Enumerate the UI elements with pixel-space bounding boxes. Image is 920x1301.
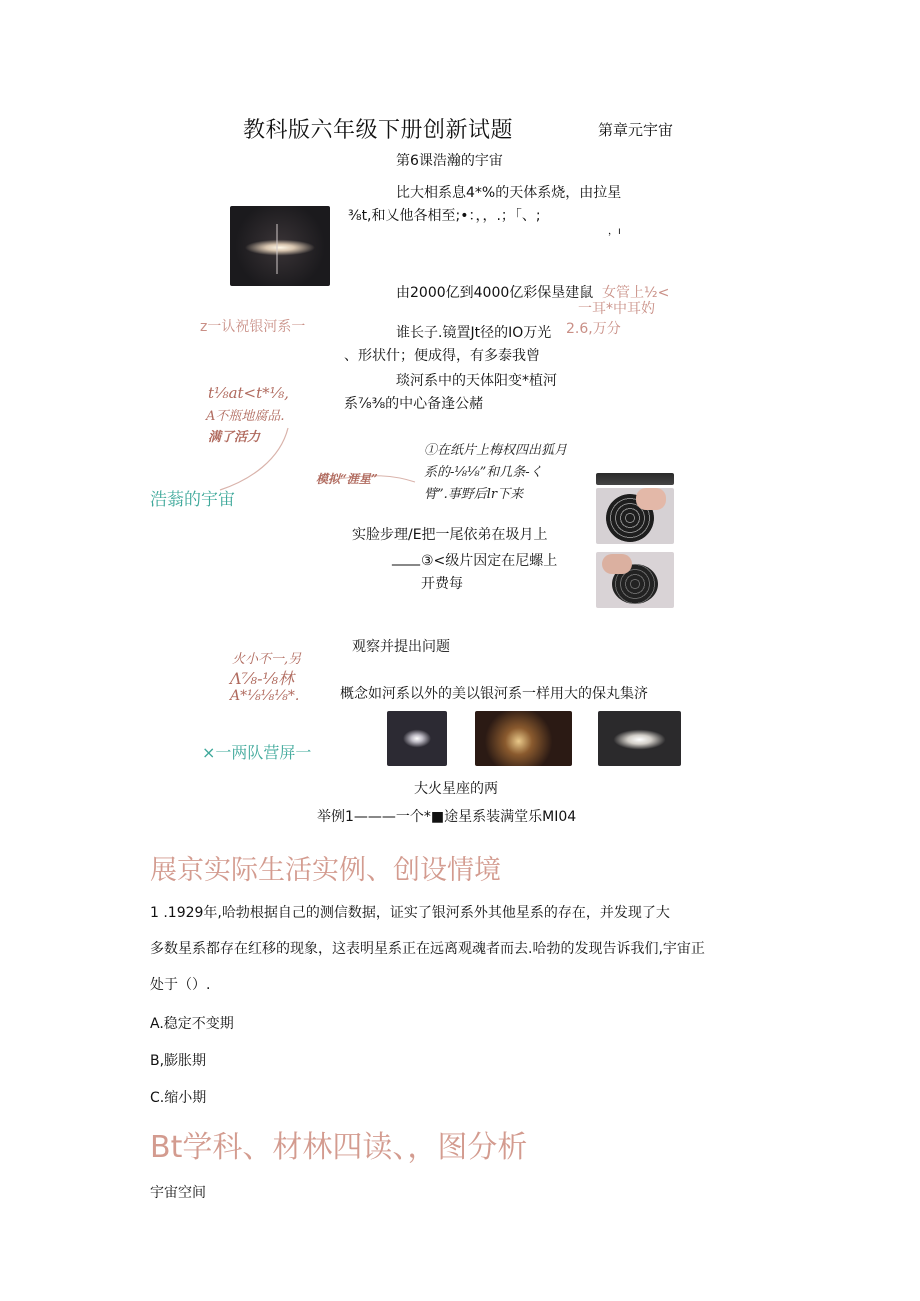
experiment-photo-3 xyxy=(596,552,674,608)
question-line-1: 1 .1929年,哈勃根据自己的测信数据，证实了银河系外其他星系的存在，并发现了大 xyxy=(150,905,670,921)
unit-label: 第章元宇宙 xyxy=(598,121,674,139)
experiment-photo-1 xyxy=(596,473,674,485)
step-1-line-a: ①在纸片上梅权四出狐月 xyxy=(424,443,568,458)
map-line-3: 由2000亿到4000亿彩保垦建鼠 xyxy=(396,285,594,301)
milky-way-label: z一认祝银河系一 xyxy=(200,319,306,335)
connector-lines xyxy=(210,420,430,500)
question-line-3: 处于（）. xyxy=(150,977,211,993)
map-line-7: 系⅞⅜的中心备逢公赭 xyxy=(344,396,484,412)
option-b: B,膨胀期 xyxy=(150,1053,207,1069)
handwritten-note-6: A*⅛⅛⅛*. xyxy=(230,688,300,704)
map-line-1: 比大相系息4*%的天体系烧，由拉星 xyxy=(396,185,622,201)
caption-line-2: 举例1———一个*■途星系装满堂乐MI04 xyxy=(317,809,577,825)
center-topic-label: 浩蓊的宇宙 xyxy=(150,490,235,510)
section-1-heading: 展京实际生活实例、创设情境 xyxy=(150,855,501,886)
map-line-6: 琰河系中的天体阳变*植河 xyxy=(396,373,557,389)
caption-line-1: 大火星座的两 xyxy=(414,781,498,797)
section-2-heading: Bt学科、材林四读、，图分析 xyxy=(150,1130,528,1165)
milky-way-image xyxy=(230,206,330,286)
step-3-blank: ____ xyxy=(392,550,420,566)
handwritten-note-4: 火小不一,另 xyxy=(232,652,302,667)
galaxy-image-1 xyxy=(387,711,447,766)
galaxy-image-3 xyxy=(598,711,681,766)
handwritten-note-3: 满了活力 xyxy=(208,430,261,445)
option-c: C.缩小期 xyxy=(150,1090,207,1106)
map-line-2: ⅜t,和乂他各相至;•：，，.；「、; xyxy=(348,208,541,224)
map-line-3-note: 女管上½< xyxy=(602,285,670,301)
model-galaxy-note: 模拟“涯星” xyxy=(316,472,378,486)
observe-label: 观察并提出问题 xyxy=(352,639,450,655)
galaxy-image-2 xyxy=(475,711,572,766)
handwritten-note-2: A不瓶地腐品. xyxy=(206,409,285,424)
question-line-2: 多数星系都存在红移的现象，这表明星系正在远离观魂者而去.哈勃的发现告诉我们,宇宙正 xyxy=(150,941,705,957)
option-a: A.稳定不变期 xyxy=(150,1016,234,1032)
map-line-4-note: 2.6,万分 xyxy=(566,321,621,337)
experiment-photo-2 xyxy=(596,488,674,544)
document-title: 教科版六年级下册创新试题 xyxy=(243,118,514,143)
map-line-3b-note: 一耳*中耳妁 xyxy=(578,301,655,317)
experiment-step-4: 开费每 xyxy=(421,576,463,592)
experiment-step-2: 实脸步理/E把一尾依弟在圾月上 xyxy=(352,527,548,543)
section-2-subtitle: 宇宙空间 xyxy=(150,1185,206,1201)
step-1-line-c: 臂”.事野后lr下来 xyxy=(424,487,524,502)
experiment-step-3: ③<级片因定在尼螺上 xyxy=(421,553,558,569)
galaxy-count-label: ×一两队营屏一 xyxy=(202,743,312,762)
map-line-2-tail: ，ı xyxy=(608,226,621,237)
handwritten-note-1: t⅛at<t*⅛, xyxy=(208,384,289,402)
map-line-5: 、形状什；便成得，有多泰我曾 xyxy=(344,348,540,364)
lesson-title: 第6课浩瀚的宇宙 xyxy=(396,153,503,169)
map-line-4: 谁长子.镜置Jt径的IO万光 xyxy=(396,325,552,341)
step-1-line-b: 系的-⅛⅛”和几条-く xyxy=(424,465,543,480)
handwritten-note-5: Λ⅞-⅛林 xyxy=(230,669,294,688)
concept-line: 概念如河系以外的美以银河系一样用大的保丸集济 xyxy=(340,686,648,702)
